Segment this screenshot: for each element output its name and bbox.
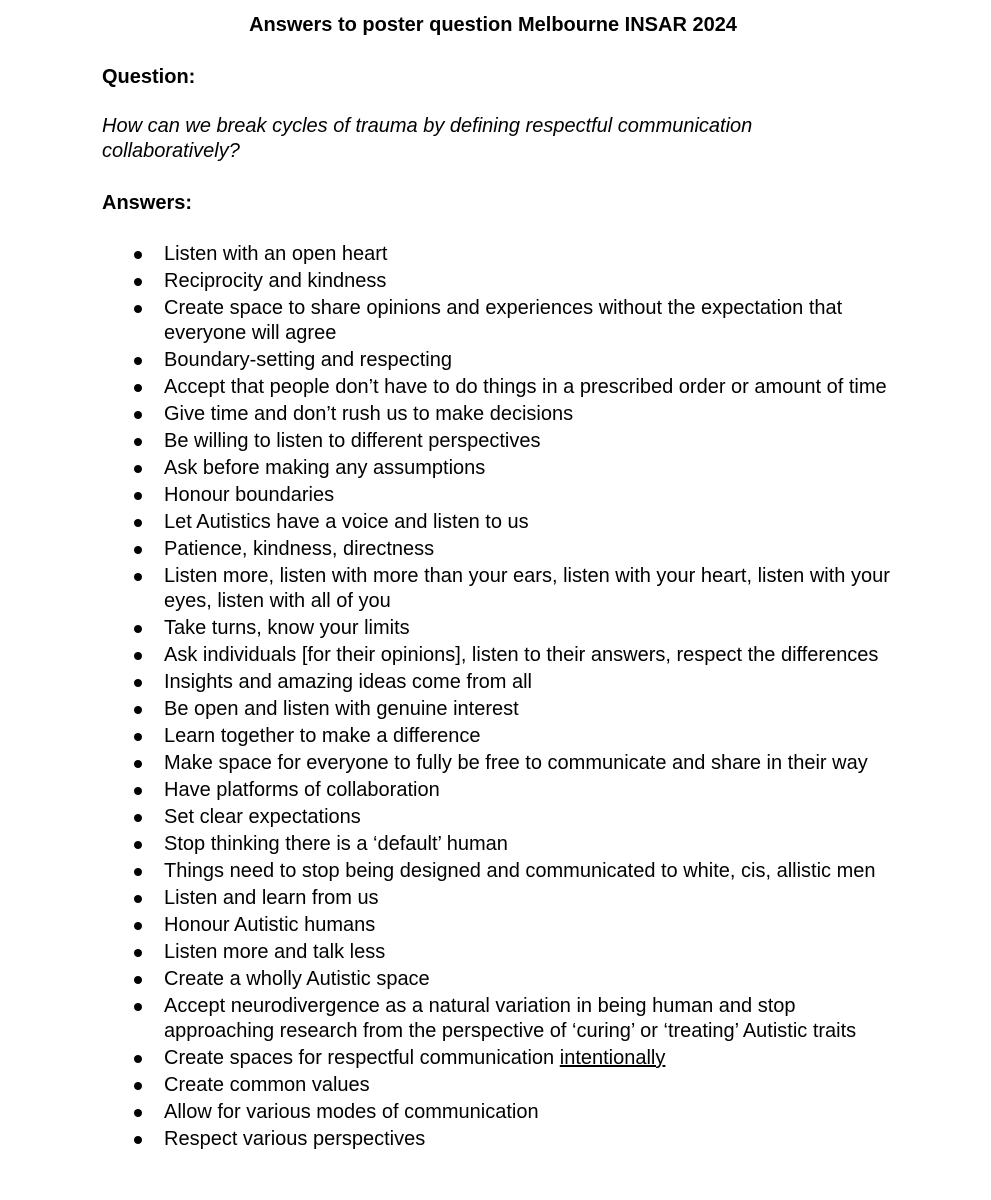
list-item-text: Ask individuals [for their opinions], listen to their answers, respect the differences [164,644,879,666]
list-item [164,670,894,695]
list-item [164,859,894,884]
bullet-icon [134,895,142,903]
question-heading: Question: [102,66,196,88]
list-item [164,724,894,749]
bullet-icon [134,465,142,473]
list-item-text: Accept that people don’t have to do things in a prescribed order or amount of time [164,376,887,398]
list-item-text: Patience, kindness, directness [164,538,435,560]
bullet-icon [134,868,142,876]
list-item-text: Create a wholly Autistic space [164,968,430,990]
bullet-icon [134,1003,142,1011]
list-item-text: Accept neurodivergence as a natural variation in being human and stop approaching research from the perspective of ‘curing’ or ‘treating’ Autistic traits [164,995,857,1042]
document-title: Answers to poster question Melbourne INSAR 2024 [249,14,737,36]
bullet-icon [134,949,142,957]
bullet-icon [134,357,142,365]
list-item-text: Listen more and talk less [164,941,386,963]
list-item [164,913,894,938]
list-item [164,616,894,641]
bullet-icon [134,760,142,768]
list-item-text: Reciprocity and kindness [164,270,387,292]
list-item-text: Be willing to listen to different perspectives [164,430,541,452]
bullet-icon [134,922,142,930]
list-item [164,269,894,294]
list-item-text: Learn together to make a difference [164,725,481,747]
list-item [164,429,894,454]
bullet-icon [134,706,142,714]
list-item-text: Set clear expectations [164,806,361,828]
answers-list [164,242,894,1154]
list-item [164,778,894,803]
bullet-icon [134,976,142,984]
bullet-icon [134,251,142,259]
bullet-icon [134,1136,142,1144]
list-item [164,697,894,722]
list-item-text: Take turns, know your limits [164,617,410,639]
bullet-icon [134,546,142,554]
list-item [164,940,894,965]
list-item [164,1046,894,1071]
list-item [164,886,894,911]
list-item [164,1073,894,1098]
list-item-text: Listen and learn from us [164,887,379,909]
list-item-text: Allow for various modes of communication [164,1101,539,1123]
bullet-icon [134,519,142,527]
list-item [164,751,894,776]
list-item [164,643,894,668]
list-item-text: Give time and don’t rush us to make decisions [164,403,574,425]
bullet-icon [134,679,142,687]
list-item [164,967,894,992]
list-item [164,537,894,562]
bullet-icon [134,305,142,313]
list-item-text: Listen with an open heart [164,243,388,265]
list-item [164,456,894,481]
bullet-icon [134,1082,142,1090]
list-item [164,402,894,427]
bullet-icon [134,814,142,822]
answers-heading: Answers: [102,192,193,214]
list-item-text: Create space to share opinions and experiences without the expectation that everyone will agree [164,297,843,344]
bullet-icon [134,411,142,419]
list-item-text: Be open and listen with genuine interest [164,698,519,720]
list-item-text: Honour Autistic humans [164,914,376,936]
bullet-icon [134,573,142,581]
list-item-text: Stop thinking there is a ‘default’ human [164,833,508,855]
list-item-text: Honour boundaries [164,484,335,506]
bullet-icon [134,1055,142,1063]
list-item [164,994,894,1044]
list-item [164,483,894,508]
list-item [164,375,894,400]
list-item-text: Make space for everyone to fully be free to communicate and share in their way [164,752,868,774]
bullet-icon [134,278,142,286]
list-item-text: Have platforms of collaboration [164,779,440,801]
list-item [164,296,894,346]
list-item [164,348,894,373]
list-item-text: Respect various perspectives [164,1128,426,1150]
list-item-text: Insights and amazing ideas come from all [164,671,532,693]
bullet-icon [134,841,142,849]
list-item-text: Let Autistics have a voice and listen to us [164,511,529,533]
list-item-text: Ask before making any assumptions [164,457,486,479]
bullet-icon [134,438,142,446]
bullet-icon [134,733,142,741]
list-item-text: Things need to stop being designed and communicated to white, cis, allistic men [164,860,876,882]
bullet-icon [134,652,142,660]
list-item [164,805,894,830]
list-item-text: Boundary-setting and respecting [164,349,452,371]
list-item [164,1127,894,1152]
bullet-icon [134,787,142,795]
list-item-text: Listen more, listen with more than your ears, listen with your heart, listen with your eyes, listen with all of you [164,565,890,612]
list-item [164,832,894,857]
bullet-icon [134,1109,142,1117]
list-item [164,1100,894,1125]
underlined-word: intentionally [559,1047,666,1069]
question-text: How can we break cycles of trauma by defining respectful communication collaboratively? [102,115,753,162]
list-item [164,242,894,267]
bullet-icon [134,384,142,392]
list-item [164,564,894,614]
list-item-text: Create common values [164,1074,370,1096]
list-item-text: Create spaces for respectful communication [164,1047,555,1069]
list-item [164,510,894,535]
bullet-icon [134,625,142,633]
bullet-icon [134,492,142,500]
